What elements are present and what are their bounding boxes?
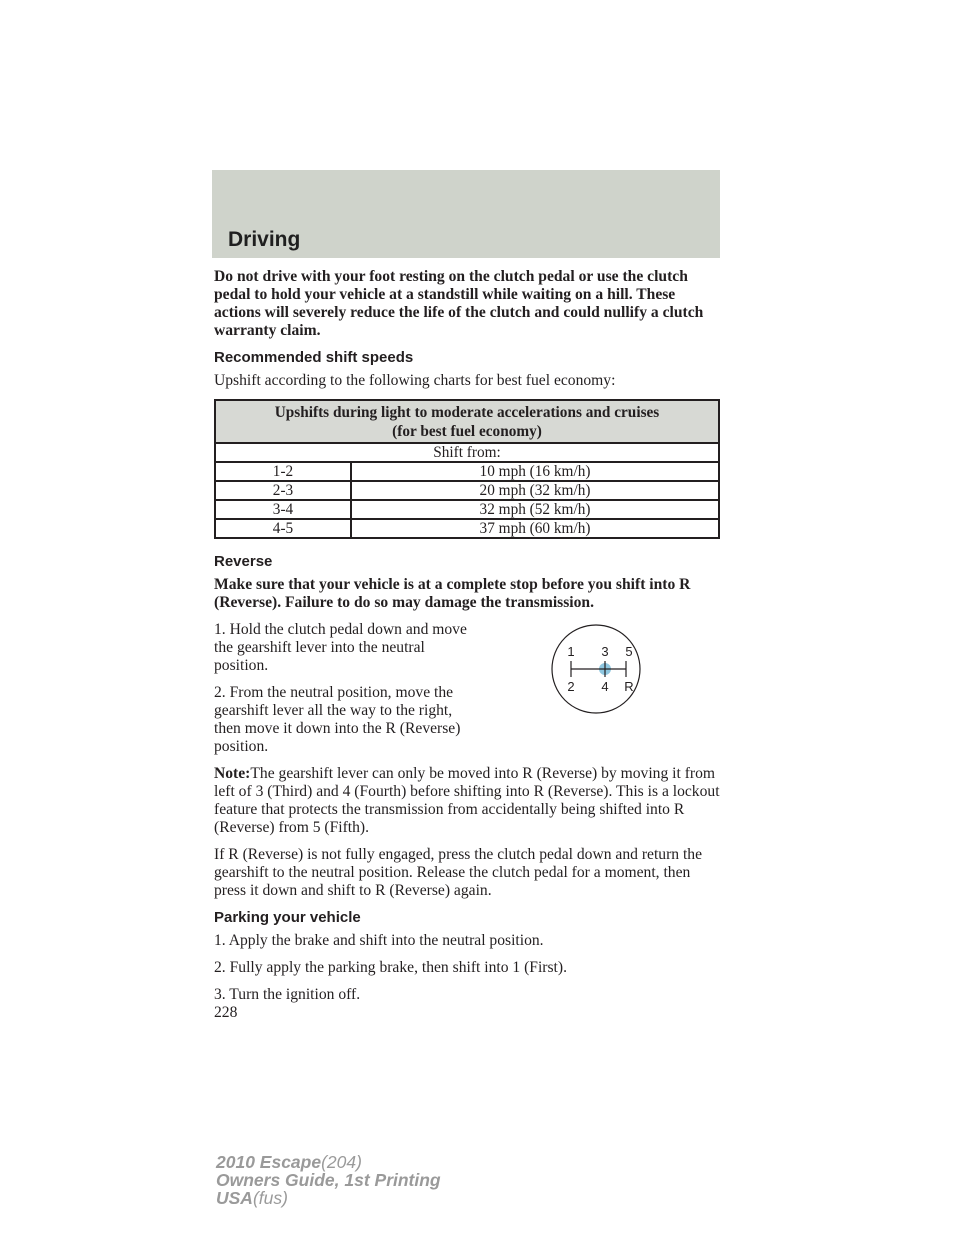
table-row bbox=[215, 481, 719, 500]
gearshift-pattern-diagram bbox=[532, 623, 660, 715]
gear-cell: 3-4 bbox=[215, 500, 351, 519]
gear-label-3: 3 bbox=[601, 644, 609, 659]
footer-market: USA bbox=[216, 1188, 253, 1208]
reverse-step-2: 2. From the neutral position, move the gearshift lever all the way to the right, then move it down into the R (Reverse) position. bbox=[214, 684, 461, 755]
footer-printing: Owners Guide, 1st Printing bbox=[216, 1170, 441, 1190]
shift-speeds-intro: Upshift according to the following charts for best fuel economy: bbox=[214, 372, 616, 389]
table-subheader: Shift from: bbox=[215, 443, 719, 462]
footer-market-code: (fus) bbox=[252, 1188, 288, 1208]
footer-model: 2010 Escape bbox=[216, 1152, 322, 1172]
page-content bbox=[214, 268, 720, 1022]
gear-label-1: 1 bbox=[567, 644, 575, 659]
gear-cell: 2-3 bbox=[215, 481, 351, 500]
speed-cell: 32 mph (52 km/h) bbox=[351, 500, 719, 519]
gear-label-5: 5 bbox=[625, 644, 633, 659]
parking-step-3: 3. Turn the ignition off. bbox=[214, 986, 361, 1003]
print-footer bbox=[216, 1153, 441, 1207]
parking-heading: Parking your vehicle bbox=[214, 909, 361, 926]
reverse-engage-paragraph: If R (Reverse) is not fully engaged, press the clutch pedal down and return the gearshift to the neutral position. Release the clutch pedal for a moment, then press it down and shift to R (Reverse) again. bbox=[214, 846, 703, 899]
note-label: Note: bbox=[214, 765, 251, 782]
table-row bbox=[215, 462, 719, 481]
shift-speeds-heading: Recommended shift speeds bbox=[214, 349, 414, 366]
table-row bbox=[215, 519, 719, 538]
parking-step-1: 1. Apply the brake and shift into the neutral position. bbox=[214, 932, 544, 949]
speed-cell: 20 mph (32 km/h) bbox=[351, 481, 719, 500]
parking-step-2: 2. Fully apply the parking brake, then shift into 1 (First). bbox=[214, 959, 567, 976]
footer-model-code: (204) bbox=[321, 1152, 362, 1172]
reverse-heading: Reverse bbox=[214, 553, 273, 570]
page-number: 228 bbox=[214, 1004, 238, 1021]
section-title: Driving bbox=[228, 228, 301, 251]
table-title-line1: Upshifts during light to moderate accelerations and cruises bbox=[274, 404, 660, 421]
shift-speed-table bbox=[214, 399, 720, 539]
reverse-step-1: 1. Hold the clutch pedal down and move the gearshift lever into the neutral position. bbox=[214, 621, 467, 674]
gear-label-2: 2 bbox=[567, 679, 575, 694]
speed-cell: 37 mph (60 km/h) bbox=[351, 519, 719, 538]
gear-label-r: R bbox=[624, 679, 634, 694]
note-text: The gearshift lever can only be moved into R (Reverse) by moving it from left of 3 (Third) and 4 (Fourth) before shifting into R (Reverse). This is a lockout feature that protects the transmission from accidentally being shifted into R (Reverse) from 5 (Fifth). bbox=[214, 765, 720, 836]
reverse-note bbox=[214, 765, 720, 837]
table-title-line2: (for best fuel economy) bbox=[392, 423, 542, 440]
table-row bbox=[215, 500, 719, 519]
reverse-warning: Make sure that your vehicle is at a complete stop before you shift into R (Reverse). Failure to do so may damage the transmission. bbox=[214, 576, 691, 611]
gear-cell: 4-5 bbox=[215, 519, 351, 538]
speed-cell: 10 mph (16 km/h) bbox=[351, 462, 719, 481]
gear-label-4: 4 bbox=[601, 679, 609, 694]
reverse-steps bbox=[214, 621, 720, 756]
clutch-warning: Do not drive with your foot resting on the clutch pedal or use the clutch pedal to hold your vehicle at a standstill while waiting on a hill. These actions will severely reduce the life of the clutch and could nullify a clutch warranty claim. bbox=[214, 268, 704, 339]
table-title bbox=[215, 400, 719, 443]
gear-cell: 1-2 bbox=[215, 462, 351, 481]
